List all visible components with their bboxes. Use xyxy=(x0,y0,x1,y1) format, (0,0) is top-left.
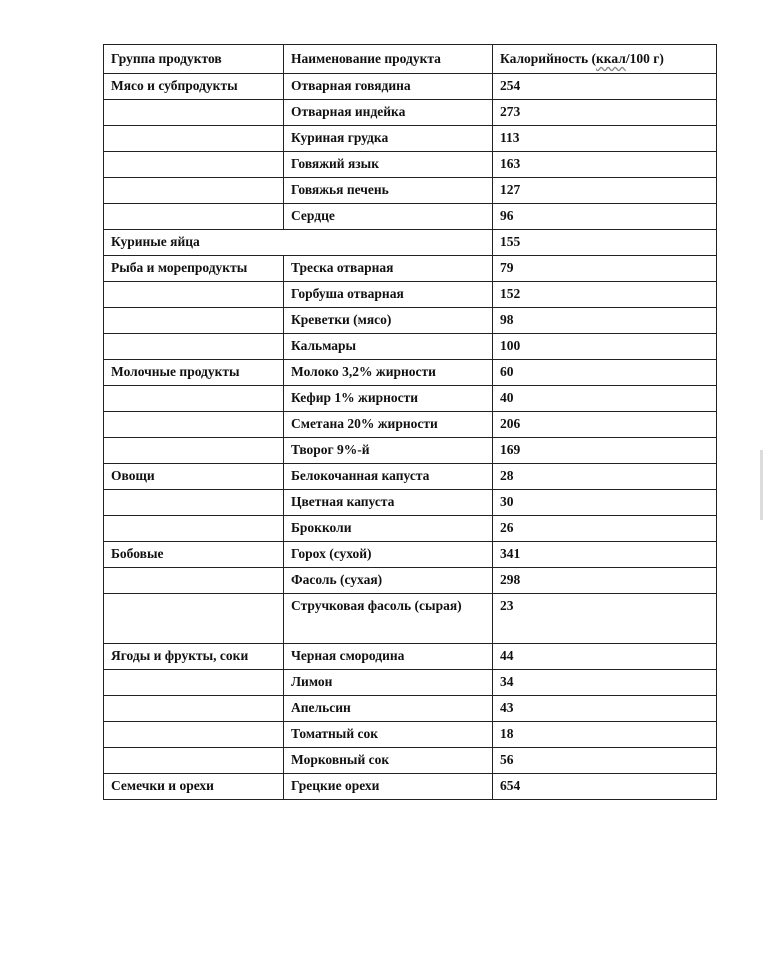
calories-cell: 206 xyxy=(493,412,717,438)
product-name-cell: Цветная капуста xyxy=(284,490,493,516)
product-name-cell: Говяжья печень xyxy=(284,178,493,204)
table-row xyxy=(104,516,717,542)
group-cell: Куриные яйца xyxy=(104,230,493,256)
group-cell: Бобовые xyxy=(104,542,284,568)
calories-cell: 43 xyxy=(493,696,717,722)
calories-cell: 30 xyxy=(493,490,717,516)
product-name-cell: Куриная грудка xyxy=(284,126,493,152)
page-edge-shadow xyxy=(760,450,763,520)
product-name-cell: Фасоль (сухая) xyxy=(284,568,493,594)
table-row xyxy=(104,464,717,490)
calories-cell: 152 xyxy=(493,282,717,308)
table-row xyxy=(104,412,717,438)
table-row xyxy=(104,230,717,256)
calories-cell: 26 xyxy=(493,516,717,542)
calories-cell: 127 xyxy=(493,178,717,204)
calories-cell: 155 xyxy=(493,230,717,256)
product-name-cell: Морковный сок xyxy=(284,748,493,774)
table-row xyxy=(104,438,717,464)
group-cell xyxy=(104,594,284,644)
calories-cell: 100 xyxy=(493,334,717,360)
header-calories-suffix: /100 г) xyxy=(625,51,664,66)
group-cell xyxy=(104,126,284,152)
table-row xyxy=(104,256,717,282)
table-row xyxy=(104,334,717,360)
table-row xyxy=(104,152,717,178)
group-cell xyxy=(104,696,284,722)
table-header-row xyxy=(104,45,717,74)
table-row xyxy=(104,490,717,516)
header-calories xyxy=(493,45,717,74)
group-cell: Мясо и субпродукты xyxy=(104,74,284,100)
group-cell xyxy=(104,490,284,516)
calories-cell: 169 xyxy=(493,438,717,464)
table-row xyxy=(104,126,717,152)
group-cell xyxy=(104,516,284,542)
calories-cell: 298 xyxy=(493,568,717,594)
group-cell: Ягоды и фрукты, соки xyxy=(104,644,284,670)
group-cell xyxy=(104,412,284,438)
table-row xyxy=(104,568,717,594)
group-cell: Молочные продукты xyxy=(104,360,284,386)
table-row xyxy=(104,282,717,308)
calories-cell: 341 xyxy=(493,542,717,568)
calories-cell: 163 xyxy=(493,152,717,178)
product-name-cell: Треска отварная xyxy=(284,256,493,282)
calories-cell: 79 xyxy=(493,256,717,282)
calories-cell: 34 xyxy=(493,670,717,696)
table-row xyxy=(104,308,717,334)
group-cell xyxy=(104,334,284,360)
table-row xyxy=(104,542,717,568)
product-name-cell: Грецкие орехи xyxy=(284,774,493,800)
table-row xyxy=(104,386,717,412)
group-cell xyxy=(104,386,284,412)
product-name-cell: Горбуша отварная xyxy=(284,282,493,308)
product-name-cell: Творог 9%-й xyxy=(284,438,493,464)
group-cell xyxy=(104,308,284,334)
group-cell xyxy=(104,282,284,308)
table-row xyxy=(104,748,717,774)
table-row xyxy=(104,722,717,748)
group-cell: Семечки и орехи xyxy=(104,774,284,800)
table-row xyxy=(104,74,717,100)
table-row xyxy=(104,774,717,800)
group-cell xyxy=(104,178,284,204)
product-name-cell: Белокочанная капуста xyxy=(284,464,493,490)
calories-cell: 44 xyxy=(493,644,717,670)
product-name-cell: Черная смородина xyxy=(284,644,493,670)
group-cell xyxy=(104,438,284,464)
table-row xyxy=(104,178,717,204)
product-name-cell: Апельсин xyxy=(284,696,493,722)
group-cell: Овощи xyxy=(104,464,284,490)
product-name-cell: Отварная индейка xyxy=(284,100,493,126)
group-cell xyxy=(104,670,284,696)
calories-cell: 18 xyxy=(493,722,717,748)
calories-cell: 56 xyxy=(493,748,717,774)
table-row xyxy=(104,644,717,670)
calories-cell: 28 xyxy=(493,464,717,490)
header-product-name: Наименование продукта xyxy=(284,45,493,74)
table-row xyxy=(104,696,717,722)
group-cell xyxy=(104,152,284,178)
group-cell: Рыба и морепродукты xyxy=(104,256,284,282)
group-cell xyxy=(104,204,284,230)
table-row xyxy=(104,594,717,644)
calories-cell: 40 xyxy=(493,386,717,412)
group-cell xyxy=(104,568,284,594)
product-name-cell: Кефир 1% жирности xyxy=(284,386,493,412)
product-name-cell: Креветки (мясо) xyxy=(284,308,493,334)
table-row xyxy=(104,204,717,230)
product-name-cell: Брокколи xyxy=(284,516,493,542)
header-calories-prefix: Калорийность ( xyxy=(500,51,597,66)
product-name-cell: Сметана 20% жирности xyxy=(284,412,493,438)
product-name-cell: Томатный сок xyxy=(284,722,493,748)
table-row xyxy=(104,100,717,126)
calories-cell: 273 xyxy=(493,100,717,126)
table-row xyxy=(104,670,717,696)
product-name-cell: Отварная говядина xyxy=(284,74,493,100)
calories-cell: 254 xyxy=(493,74,717,100)
calories-cell: 98 xyxy=(493,308,717,334)
table-row xyxy=(104,360,717,386)
product-name-cell: Лимон xyxy=(284,670,493,696)
calories-cell: 113 xyxy=(493,126,717,152)
calories-cell: 23 xyxy=(493,594,717,644)
calories-cell: 96 xyxy=(493,204,717,230)
group-cell xyxy=(104,722,284,748)
group-cell xyxy=(104,100,284,126)
product-name-cell: Сердце xyxy=(284,204,493,230)
product-name-cell: Молоко 3,2% жирности xyxy=(284,360,493,386)
calories-cell: 60 xyxy=(493,360,717,386)
header-group: Группа продуктов xyxy=(104,45,284,74)
product-name-cell: Горох (сухой) xyxy=(284,542,493,568)
calories-cell: 654 xyxy=(493,774,717,800)
product-name-cell: Кальмары xyxy=(284,334,493,360)
calorie-table xyxy=(103,44,717,800)
group-cell xyxy=(104,748,284,774)
product-name-cell: Стручковая фасоль (сырая) xyxy=(284,594,493,644)
header-calories-unit: ккал xyxy=(596,51,626,66)
product-name-cell: Говяжий язык xyxy=(284,152,493,178)
